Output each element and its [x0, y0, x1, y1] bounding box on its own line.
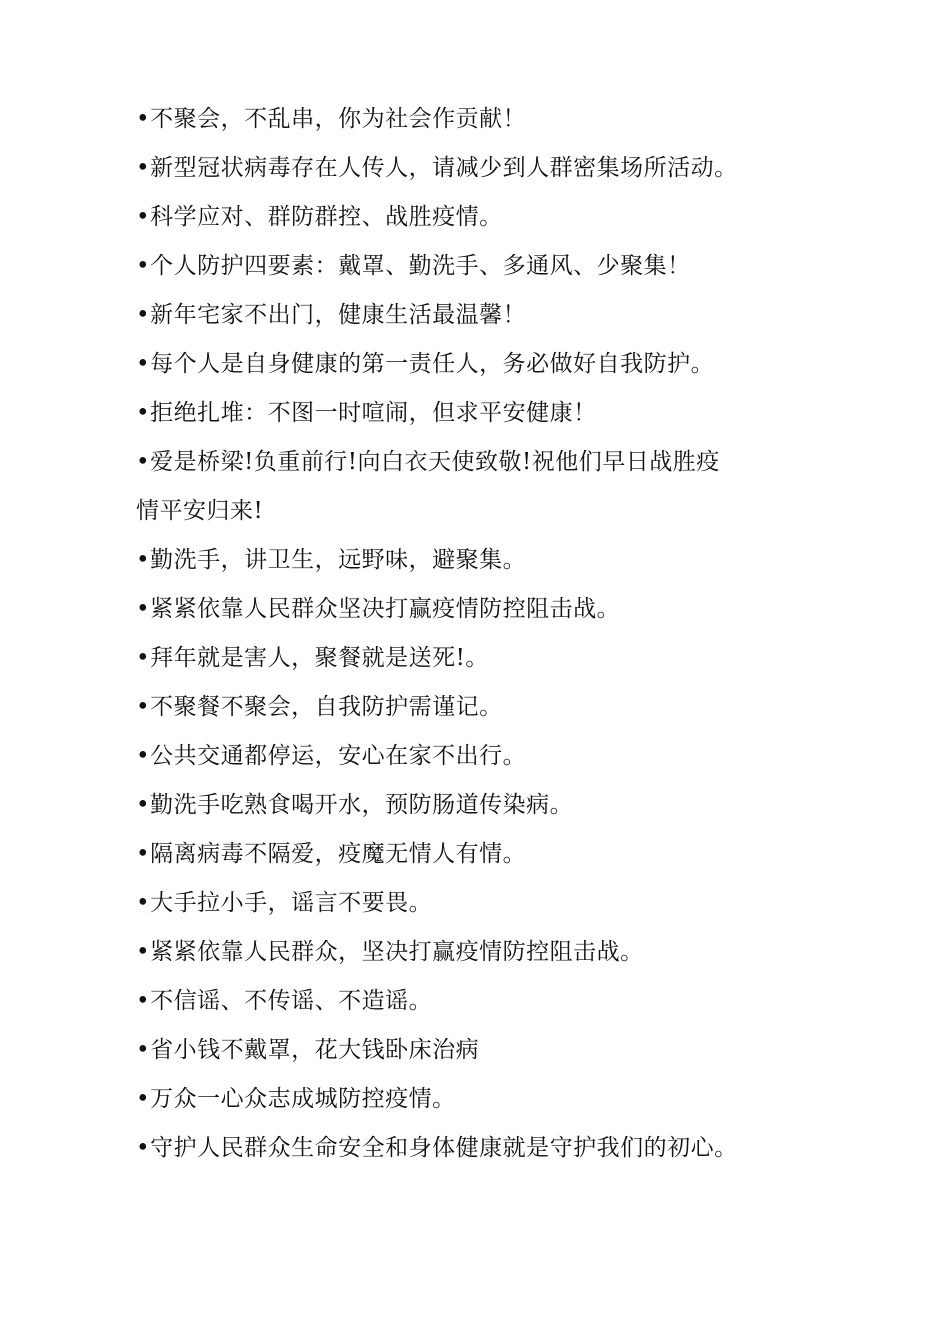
slogan-line: •不信谣、不传谣、不造谣。 — [136, 988, 433, 1014]
slogan-line: •勤洗手，讲卫生，远野味，避聚集。 — [136, 547, 527, 573]
slogan-line: •公共交通都停运，安心在家不出行。 — [136, 743, 527, 769]
slogan-line: •不聚会，不乱串，你为社会作贡献！ — [136, 106, 527, 132]
slogan-line: •勤洗手吃熟食喝开水，预防肠道传染病。 — [136, 792, 574, 818]
slogan-line: •爱是桥梁!负重前行!向白衣天使致敬!祝他们早日战胜疫 — [136, 449, 720, 475]
slogan-line: •个人防护四要素：戴罩、勤洗手、多通风、少聚集！ — [136, 253, 691, 279]
slogan-line: •新年宅家不出门，健康生活最温馨！ — [136, 302, 527, 328]
slogan-line: •紧紧依靠人民群众坚决打赢疫情防控阻击战。 — [136, 596, 621, 622]
slogan-list — [136, 95, 826, 1173]
slogan-line: •新型冠状病毒存在人传人，请减少到人群密集场所活动。 — [136, 155, 738, 181]
slogan-line-continuation: 情平安归来! — [136, 498, 264, 524]
slogan-line: •拜年就是害人，聚餐就是送死!。 — [136, 645, 489, 671]
slogan-line: •紧紧依靠人民群众，坚决打赢疫情防控阻击战。 — [136, 939, 644, 965]
slogan-line: •省小钱不戴罩，花大钱卧床治病 — [136, 1037, 480, 1063]
slogan-line: •守护人民群众生命安全和身体健康就是守护我们的初心。 — [136, 1135, 738, 1161]
slogan-line: •科学应对、群防群控、战胜疫情。 — [136, 204, 503, 230]
slogan-line: •每个人是自身健康的第一责任人，务必做好自我防护。 — [136, 351, 715, 377]
slogan-line: •拒绝扎堆：不图一时喧闹，但求平安健康！ — [136, 400, 597, 426]
slogan-line: •不聚餐不聚会，自我防护需谨记。 — [136, 694, 503, 720]
slogan-line: •大手拉小手，谣言不要畏。 — [136, 890, 433, 916]
slogan-line: •隔离病毒不隔爱，疫魔无情人有情。 — [136, 841, 527, 867]
slogan-line: •万众一心众志成城防控疫情。 — [136, 1086, 456, 1112]
